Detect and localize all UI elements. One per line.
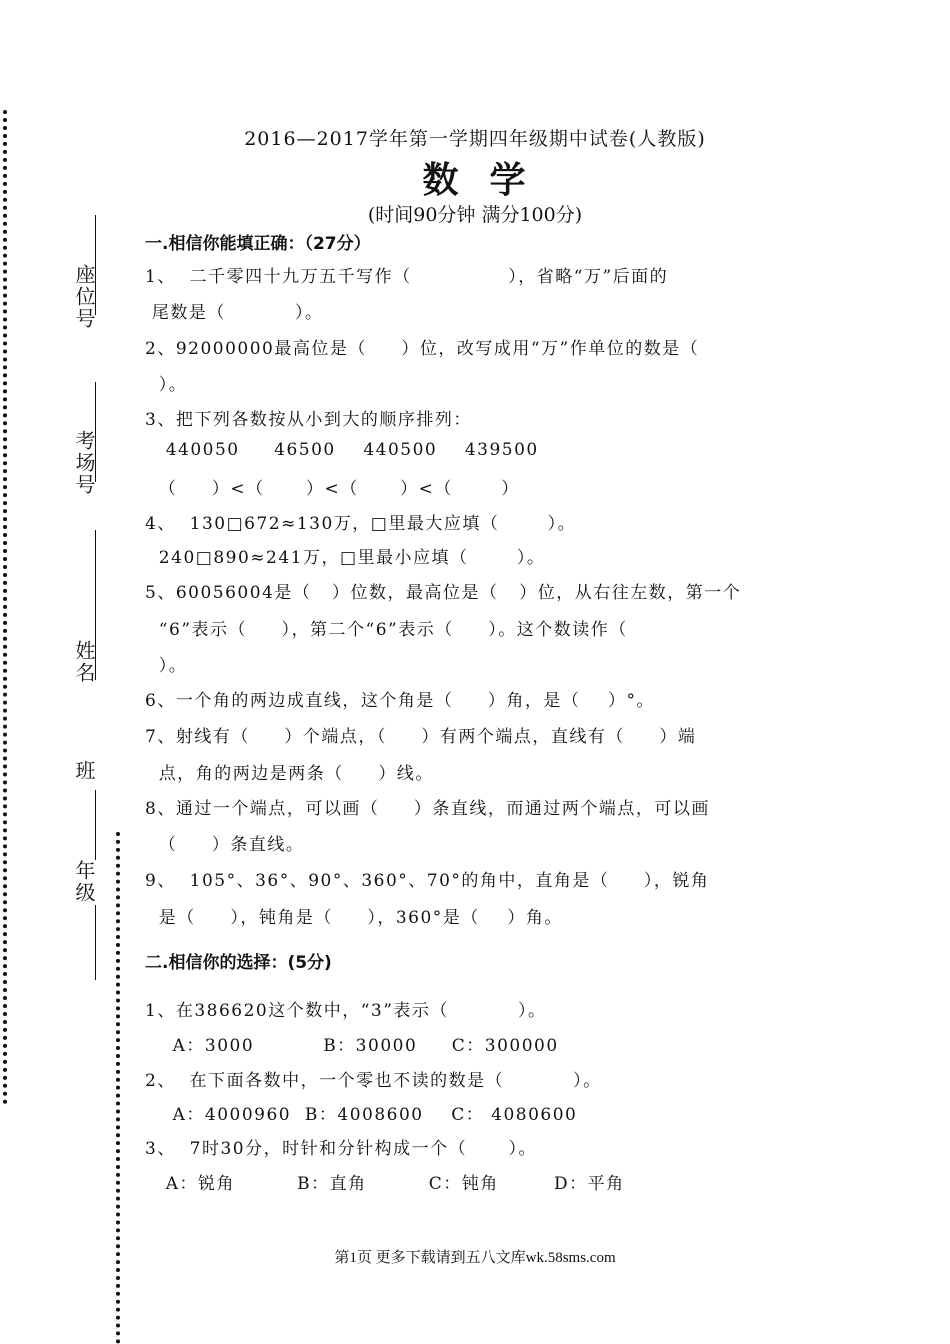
seat-label: 座位号 <box>72 264 96 330</box>
page-footer: 第1页 更多下载请到五八文库wk.58sms.com <box>334 1250 616 1266</box>
binding-dotted-line-inner <box>116 832 120 1344</box>
question-line: 是（ ），钝角是（ ），360°是（ ）角。 <box>145 908 563 928</box>
question-line: 2、92000000最高位是（ ）位，改写成用“万”作单位的数是（ <box>145 339 700 359</box>
question-line: 尾数是（ ）。 <box>145 303 324 323</box>
number-list: 440050 46500 440500 439500 <box>145 440 539 460</box>
grade-label: 年级 <box>72 860 96 904</box>
question-line: 6、一个角的两边成直线，这个角是（ ）角，是（ ）°。 <box>145 691 655 711</box>
section2-title: 二.相信你的选择：(5分) <box>145 953 332 973</box>
answer-options: A：锐角 B：直角 C：钝角 D：平角 <box>145 1174 625 1194</box>
question-line: 1、在386620这个数中，“3”表示（ ）。 <box>145 1001 547 1021</box>
question-line: （ ）条直线。 <box>145 835 305 855</box>
question-line: 3、 7时30分，时针和分针构成一个（ ）。 <box>145 1139 537 1159</box>
ordering-blanks: （ ）<（ ）<（ ）<（ ） <box>145 479 520 499</box>
time-info: (时间90分钟 满分100分) <box>367 204 583 226</box>
question-line: 3、把下列各数按从小到大的顺序排列： <box>145 410 472 430</box>
subject-title: 数 学 <box>422 160 528 201</box>
exam-title: 2016—2017学年第一学期四年级期中试卷(人教版) <box>244 128 706 150</box>
question-line: 5、60056004是（ ）位数，最高位是（ ）位，从右往左数，第一个 <box>145 583 742 603</box>
question-line: “6”表示（ ），第二个“6”表示（ ）。这个数读作（ <box>145 620 628 640</box>
class-label: 班 <box>72 760 96 782</box>
answer-options: A：4000960 B：4008600 C： 4080600 <box>145 1105 578 1125</box>
answer-options: A：3000 B：30000 C：300000 <box>145 1036 559 1056</box>
underline-class <box>95 790 96 860</box>
underline-grade <box>95 905 96 980</box>
room-label: 考场号 <box>72 430 96 496</box>
question-line: 2、 在下面各数中，一个零也不读的数是（ ）。 <box>145 1071 602 1091</box>
name-label: 姓名 <box>72 640 96 684</box>
question-line: 7、射线有（ ）个端点，（ ）有两个端点，直线有（ ）端 <box>145 727 697 747</box>
question-line: 8、通过一个端点，可以画（ ）条直线，而通过两个端点，可以画 <box>145 799 710 819</box>
question-line: ）。 <box>145 375 188 395</box>
question-line: 点，角的两边是两条（ ）线。 <box>145 764 434 784</box>
question-line: ）。 <box>145 656 188 676</box>
section1-title: 一.相信你能填正确：（27分） <box>145 234 371 254</box>
question-line: 1、 二千零四十九万五千写作（ ），省略“万”后面的 <box>145 267 669 287</box>
question-line: 9、 105°、36°、90°、360°、70°的角中，直角是（ ），锐角 <box>145 871 710 891</box>
question-line: 4、 130□672≈130万，□里最大应填（ ）。 <box>145 514 577 534</box>
question-line: 240□890≈241万，□里最小应填（ ）。 <box>145 548 546 568</box>
binding-dotted-line-left <box>3 110 7 1105</box>
